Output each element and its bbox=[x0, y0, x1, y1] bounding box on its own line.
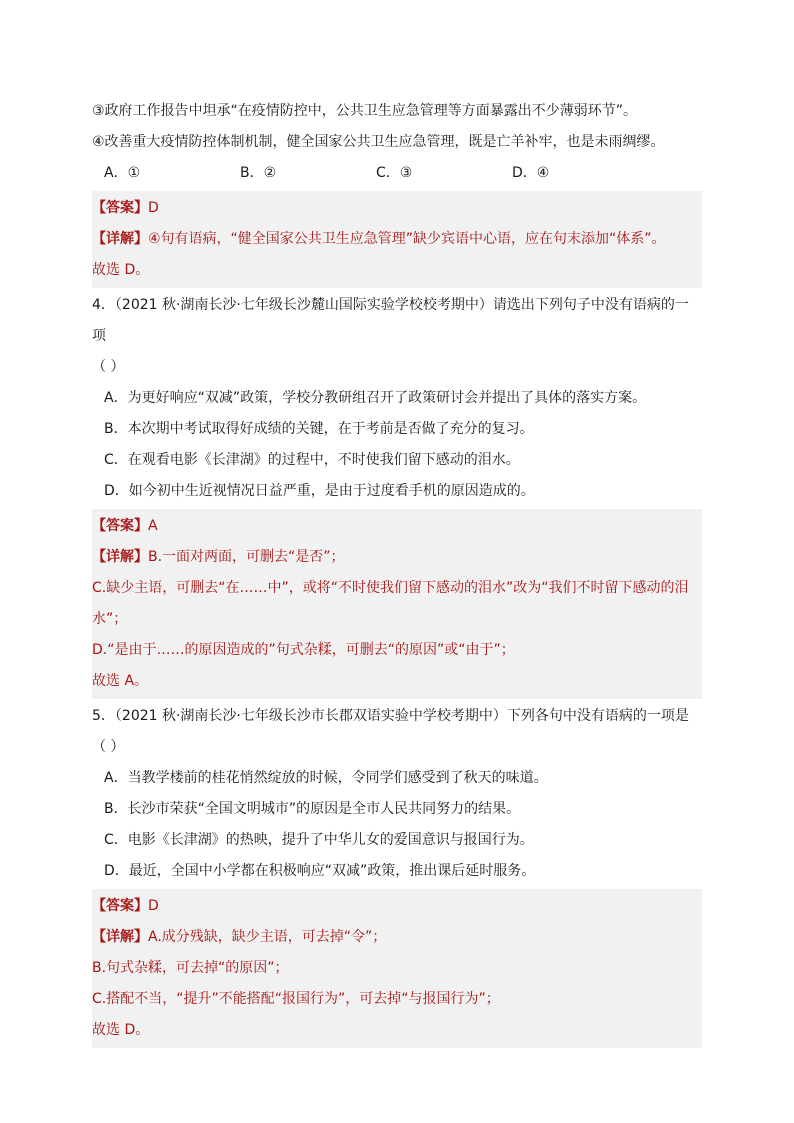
q4-stem-bracket: （ ） bbox=[92, 359, 125, 375]
q4-detail-2b: 水”； bbox=[92, 611, 128, 627]
q5-option-b: B．长沙市荣获“全国文明城市”的原因是全市人民共同努力的结果。 bbox=[104, 801, 521, 817]
q4-detail-1 bbox=[92, 542, 702, 573]
q4-conclusion: 故选 A。 bbox=[92, 673, 149, 689]
detail-tag: 【详解】 bbox=[92, 231, 148, 247]
detail-text: B.一面对两面，可删去“是否”； bbox=[148, 549, 345, 565]
q5-detail-3: C.搭配不当，“提升”不能搭配“报国行为”，可去掉“与报国行为”； bbox=[92, 991, 500, 1007]
q3-options bbox=[92, 158, 702, 189]
q3-sentence-4: ④改善重大疫情防控体制机制，健全国家公共卫生应急管理，既是亡羊补牢，也是未雨绸缪。 bbox=[92, 134, 665, 150]
q4-answer bbox=[92, 511, 702, 542]
q5-option-d: D．最近，全国中小学都在积极响应“双减”政策，推出课后延时服务。 bbox=[104, 863, 536, 879]
answer-tag: 【答案】 bbox=[92, 200, 148, 216]
answer-tag: 【答案】 bbox=[92, 518, 148, 534]
detail-text: A.成分残缺，缺少主语，可去掉“令”； bbox=[148, 929, 387, 945]
detail-text: ④句有语病，“健全国家公共卫生应急管理”缺少宾语中心语，应在句末添加“体系”。 bbox=[148, 231, 666, 247]
q5-stem: 5．（2021 秋·湖南长沙·七年级长沙市长郡双语实验中学校考期中）下列各句中没有语病的一项是 bbox=[92, 708, 689, 724]
q5-conclusion: 故选 D。 bbox=[92, 1022, 150, 1038]
q4-answer-block bbox=[92, 509, 702, 699]
q5-option-c: C．电影《长津湖》的热映，提升了中华儿女的爱国意识与报国行为。 bbox=[104, 832, 534, 848]
q3-conclusion: 故选 D。 bbox=[92, 262, 150, 278]
q4-option-c: C．在观看电影《长津湖》的过程中，不时使我们留下感动的泪水。 bbox=[104, 452, 520, 468]
q4-option-d: D．如今初中生近视情况日益严重，是由于过度看手机的原因造成的。 bbox=[104, 483, 535, 499]
detail-tag: 【详解】 bbox=[92, 549, 148, 565]
answer-value: D bbox=[148, 898, 159, 914]
q3-sentence-3: ③政府工作报告中坦承“在疫情防控中，公共卫生应急管理等方面暴露出不少薄弱环节”。 bbox=[92, 103, 638, 119]
q5-answer-block bbox=[92, 889, 702, 1048]
q3-answer-block bbox=[92, 191, 702, 288]
detail-tag: 【详解】 bbox=[92, 929, 148, 945]
q4-stem: 4．（2021 秋·湖南长沙·七年级长沙麓山国际实验学校校考期中）请选出下列句子中没有语病的一项 bbox=[92, 297, 689, 344]
answer-tag: 【答案】 bbox=[92, 898, 148, 914]
q4-detail-3: D.“是由于……的原因造成的”句式杂糅，可删去“的原因”或“由于”； bbox=[92, 642, 515, 658]
q3-answer bbox=[92, 193, 702, 224]
q4-option-b: B．本次期中考试取得好成绩的关键，在于考前是否做了充分的复习。 bbox=[104, 421, 534, 437]
q5-stem-bracket: （ ） bbox=[92, 739, 125, 755]
q4-detail-2a: C.缺少主语，可删去“在……中”，或将“不时使我们留下感动的泪水”改为“我们不时留下感动的泪 bbox=[92, 580, 689, 596]
q5-detail-2: B.句式杂糅，可去掉“的原因”； bbox=[92, 960, 289, 976]
document-page bbox=[92, 96, 702, 1050]
q3-option-c: C．③ bbox=[376, 165, 413, 181]
q3-option-a: A．① bbox=[104, 165, 141, 181]
q5-detail-1 bbox=[92, 922, 702, 953]
answer-value: A bbox=[148, 518, 158, 534]
q5-answer bbox=[92, 891, 702, 922]
q4-option-a: A．为更好响应“双减”政策，学校分教研组召开了政策研讨会并提出了具体的落实方案。 bbox=[104, 390, 647, 406]
q3-detail bbox=[92, 224, 702, 255]
q5-option-a: A．当教学楼前的桂花悄然绽放的时候，令同学们感受到了秋天的味道。 bbox=[104, 770, 548, 786]
q3-option-b: B．② bbox=[240, 165, 277, 181]
q3-option-d: D．④ bbox=[512, 165, 550, 181]
answer-value: D bbox=[148, 200, 159, 216]
